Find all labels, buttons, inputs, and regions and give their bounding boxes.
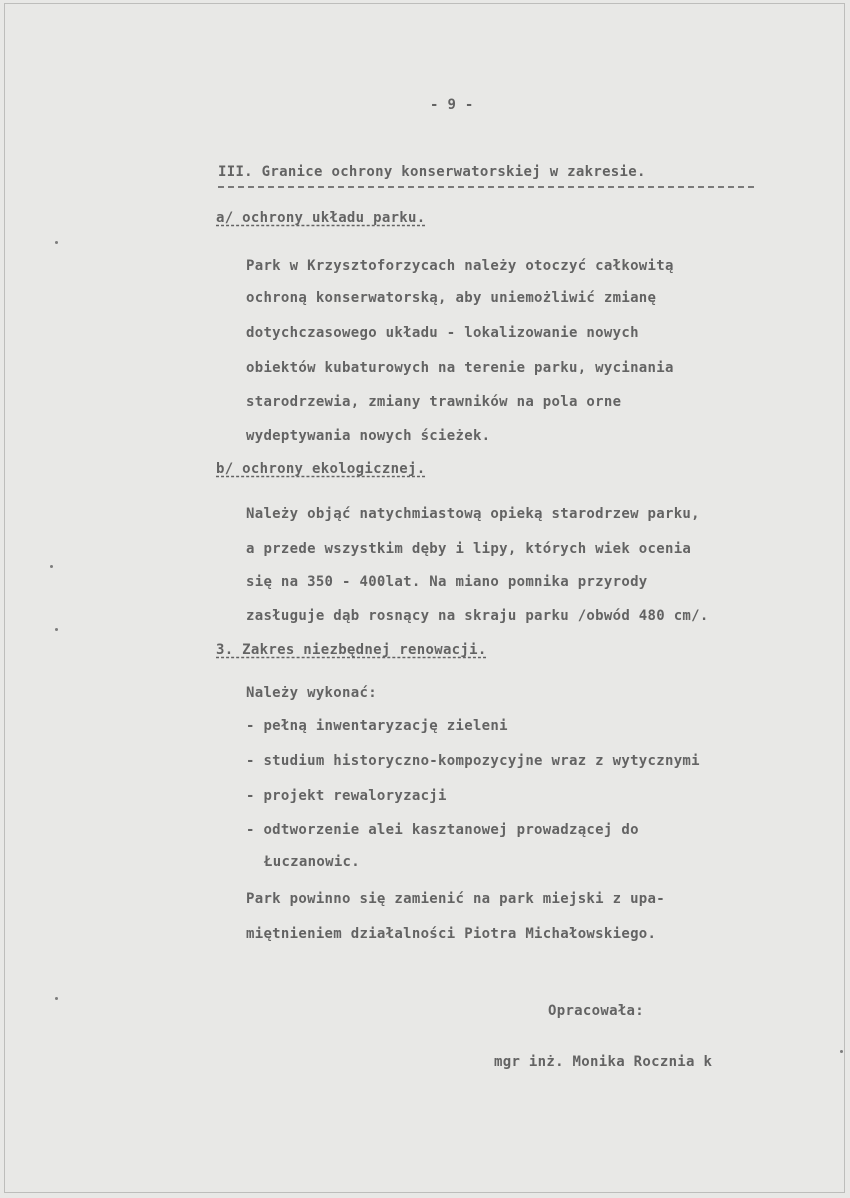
sub-a-line: wydeptywania nowych ścieżek. — [246, 428, 491, 444]
sub-a-line: starodrzewia, zmiany trawników na pola orne — [246, 394, 622, 410]
renovation-item: - studium historyczno-kompozycyjne wraz z wytycznymi — [246, 753, 700, 769]
closing-line: Park powinno się zamienić na park miejski z upa- — [246, 891, 665, 907]
sub-a-line: obiektów kubaturowych na terenie parku, wycinania — [246, 360, 674, 376]
sub-a-line: dotychczasowego układu - lokalizowanie nowych — [246, 325, 639, 341]
margin-mark — [55, 241, 58, 244]
sub-a-line: Park w Krzysztoforzycach należy otoczyć całkowitą — [246, 258, 674, 274]
sub-b-line: Należy objąć natychmiastową opieką starodrzew parku, — [246, 506, 700, 522]
renovation-item: - odtworzenie alei kasztanowej prowadzącej do — [246, 822, 639, 838]
page-border — [4, 3, 845, 1193]
sub-a-line: ochroną konserwatorską, aby uniemożliwić zmianę — [246, 290, 657, 306]
margin-mark — [840, 1050, 843, 1053]
sub-a-heading: a/ ochrony układu parku. — [216, 210, 426, 226]
section-3-intro: Należy wykonać: — [246, 685, 377, 701]
sub-b-line: a przede wszystkim dęby i lipy, których wiek ocenia — [246, 541, 692, 557]
renovation-item: - pełną inwentaryzację zieleni — [246, 718, 508, 734]
renovation-item-continuation: Łuczanowic. — [264, 854, 361, 870]
page-number: - 9 - — [430, 97, 474, 113]
signature-label: Opracowała: — [548, 1003, 645, 1019]
margin-mark — [55, 997, 58, 1000]
sub-b-line: zasługuje dąb rosnący na skraju parku /obwód 480 cm/. — [246, 608, 709, 624]
margin-mark — [55, 628, 58, 631]
sub-b-heading: b/ ochrony ekologicznej. — [216, 461, 426, 477]
signature-name: mgr inż. Monika Rocznia k — [494, 1054, 713, 1070]
closing-line: miętnieniem działalności Piotra Michałowskiego. — [246, 926, 657, 942]
sub-b-line: się na 350 - 400lat. Na miano pomnika przyrody — [246, 574, 648, 590]
renovation-item: - projekt rewaloryzacji — [246, 788, 447, 804]
section-heading: III. Granice ochrony konserwatorskiej w zakresie. — [218, 164, 646, 180]
section-heading-rule — [218, 186, 754, 188]
section-3-heading: 3. Zakres niezbędnej renowacji. — [216, 642, 487, 658]
margin-mark — [50, 565, 53, 568]
